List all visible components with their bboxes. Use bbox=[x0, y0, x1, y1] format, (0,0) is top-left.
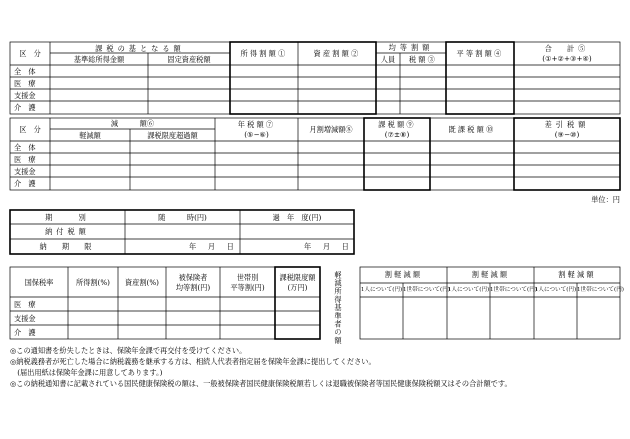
t1-asset-levy-header: 資産割額② bbox=[313, 49, 361, 58]
unit-label: 単位：円 bbox=[591, 195, 620, 204]
t4-row-medical: 医 療 bbox=[14, 300, 36, 309]
lir-group3-per-person: 1人について(円) bbox=[534, 287, 577, 293]
t2-row-all: 全 体 bbox=[14, 143, 36, 152]
t1-total-formula: (①+②+③+④) bbox=[542, 54, 592, 63]
t3-fiscal-header: 過 年 度(円) bbox=[272, 213, 322, 222]
t2-limit-excess-header: 課税限度超過額 bbox=[147, 131, 198, 140]
t4-household-header: 世帯別 bbox=[236, 273, 259, 282]
t1-equal-tax-header: 税額③ bbox=[408, 55, 438, 64]
t1-kubun-header: 区 分 bbox=[19, 49, 41, 58]
t4-household-sub: 平等割(円) bbox=[230, 283, 265, 292]
lir-group2-per-person: 1人について(円) bbox=[447, 287, 490, 293]
t3-deadline-label: 納 期 限 bbox=[39, 242, 96, 251]
t2-tax-header: 課税額⑨ bbox=[378, 120, 416, 129]
t4-insured-header: 被保険者 bbox=[178, 273, 208, 282]
t2-deduct-header: 差引税額 bbox=[544, 120, 590, 129]
note-tax-amount: ◎この納税通知書に記載されている国民健康保険税の額は、一般被保険者国民健康保険税額若しくは退職被保険者等国民健康保険税額又はその合計額です。 bbox=[10, 379, 512, 388]
t4-limit-header: 課税限度額 bbox=[279, 273, 316, 282]
t1-total-header: 合 計⑤ bbox=[544, 44, 590, 53]
t1-equal-levy-header: 均等割額 bbox=[388, 43, 434, 52]
t2-reduction-header: 減 額⑥ bbox=[110, 119, 155, 128]
t4-limit-sub: (万円) bbox=[287, 283, 308, 292]
lir-group1-per-person: 1人について(円) bbox=[360, 287, 403, 293]
t2-already-taxed-header: 既課税額⑩ bbox=[448, 125, 496, 134]
t4-row-care: 介 護 bbox=[14, 328, 36, 337]
t3-payment-amount-label: 納付税額 bbox=[45, 227, 90, 236]
t1-row-all: 全 体 bbox=[14, 67, 36, 76]
t1-base-amount-header: 課税の基となる額 bbox=[95, 44, 185, 53]
t3-adhoc-header: 随 時(円) bbox=[158, 213, 207, 222]
t3-period-header: 期 別 bbox=[45, 213, 90, 222]
t2-light-reduction-header: 軽減額 bbox=[79, 131, 101, 140]
t2-monthly-header: 月割増減額⑧ bbox=[309, 125, 353, 134]
t4-rate-header: 国保税率 bbox=[24, 278, 54, 287]
note-reissue: ◎この通知書を紛失したときは、保険年金課で再交付を受けてください。 bbox=[10, 346, 247, 355]
t2-tax-formula: (⑦±⑧) bbox=[384, 130, 410, 139]
note-form-available: (届出用紙は保険年金課に用意してあります。) bbox=[10, 368, 163, 377]
lir-group3-title: 割軽減額 bbox=[558, 270, 596, 279]
t4-income-pct-header: 所得割(%) bbox=[75, 278, 110, 287]
t1-asset-tax-header: 固定資産税額 bbox=[167, 55, 211, 64]
t1-income-base-header: 基準総所得金額 bbox=[73, 55, 125, 64]
t2-row-care: 介 護 bbox=[14, 179, 36, 188]
t2-row-medical: 医 療 bbox=[14, 155, 36, 164]
t2-annual-tax-header: 年税額⑦ bbox=[237, 120, 276, 129]
t1-flat-levy-header: 平等割額④ bbox=[456, 49, 504, 58]
t1-row-care: 介 護 bbox=[14, 103, 36, 112]
t3-fiscal-date: 年 月 日 bbox=[304, 242, 351, 251]
t1-row-medical: 医 療 bbox=[14, 79, 36, 88]
t1-row-support: 支援金 bbox=[14, 91, 36, 100]
note-successor: ◎納税義務者が死亡した場合に納税義務を継承する方は、相続人代表者指定届を保険年金課に提出してください。 bbox=[10, 357, 376, 366]
t4-insured-sub: 均等割(円) bbox=[175, 283, 211, 292]
t3-adhoc-date: 年 月 日 bbox=[189, 242, 236, 251]
lir-group2-title: 割軽減額 bbox=[471, 270, 510, 279]
t2-annual-formula: (⑤−⑥) bbox=[244, 130, 269, 139]
low-income-base-label: 軽減所得基準者の額 bbox=[334, 271, 343, 345]
t2-kubun-header: 区 分 bbox=[19, 125, 41, 134]
t1-persons-header: 人員 bbox=[380, 55, 396, 64]
t2-deduct-formula: (⑨−⑩) bbox=[554, 130, 580, 139]
lir-group1-title: 割軽減額 bbox=[384, 270, 423, 279]
t4-asset-pct-header: 資産割(%) bbox=[124, 278, 159, 287]
lir-group1-per-household: 1世帯について(円) bbox=[403, 287, 450, 293]
t2-row-support: 支援金 bbox=[14, 167, 36, 176]
t4-row-support: 支援金 bbox=[14, 314, 36, 323]
t1-income-levy-header: 所得割額① bbox=[240, 49, 288, 58]
lir-group3-per-household: 1世帯について(円) bbox=[577, 287, 624, 293]
lir-group2-per-household: 1世帯について(円) bbox=[490, 287, 537, 293]
